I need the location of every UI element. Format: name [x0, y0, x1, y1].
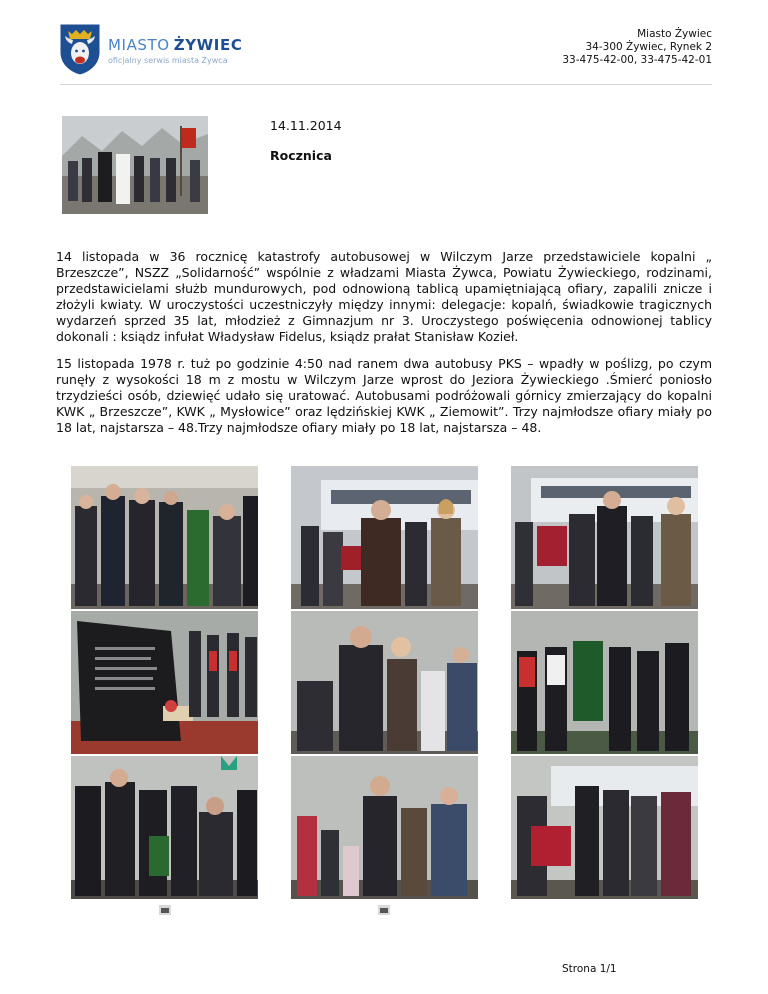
brand-name	[108, 35, 242, 54]
brand-name-light: MIASTO	[108, 36, 170, 54]
gallery-photo[interactable]	[71, 756, 258, 899]
group-photo	[511, 466, 698, 609]
gallery-photo[interactable]	[71, 611, 258, 754]
gallery-photo[interactable]	[291, 466, 478, 609]
wreath-photo	[511, 756, 698, 899]
article-body	[56, 249, 712, 447]
article-date: 14.11.2014	[270, 118, 342, 133]
header-divider	[60, 84, 712, 85]
city-crest-icon	[58, 22, 102, 76]
ceremony-photo	[62, 116, 208, 214]
gallery-photo[interactable]	[511, 466, 698, 609]
gallery-prev-icon[interactable]	[159, 905, 171, 915]
page-number: Strona 1/1	[562, 963, 617, 975]
miners-group-photo	[71, 756, 258, 899]
speech-photo	[291, 611, 478, 754]
address-line-street: 34-300 Żywiec, Rynek 2	[585, 41, 712, 53]
article-thumbnail[interactable]	[62, 116, 208, 214]
photo-gallery	[71, 466, 698, 898]
gallery-photo[interactable]	[71, 466, 258, 609]
header-address	[562, 28, 712, 67]
brand-tagline: oficjalny serwis miasta Żywca	[108, 56, 228, 65]
memorial-plaque-photo	[71, 611, 258, 754]
gallery-photo[interactable]	[511, 756, 698, 899]
brand-name-bold: ŻYWIEC	[173, 36, 243, 54]
address-line-name: Miasto Żywiec	[637, 28, 712, 40]
article-paragraph: 15 listopada 1978 r. tuż po godzinie 4:50 nad ranem dwa autobusy PKS – wpadły w poślizg, po czym runęły z wysokości 18 m z mostu w Wilczym Jarze wprost do Jeziora Żywieckiego .Śmierć poniosło trzydzieści osób, dziewięć udało się uratować. Autobusami podróżowali górnicy zmierzający do kopalni KWK „ Brzeszcze”, KWK „ Mysłowice” oraz lędzińskiej KWK „ Ziemowit”. Trzy najmłodsze ofiary miały po 18 lat, najstarsza – 48.Trzy najmłodsze ofiary miały po 18 lat, najstarsza – 48.	[56, 356, 712, 435]
gallery-photo[interactable]	[291, 756, 478, 899]
group-photo	[291, 466, 478, 609]
group-photo	[71, 466, 258, 609]
gallery-next-icon[interactable]	[378, 905, 390, 915]
gallery-photo[interactable]	[511, 611, 698, 754]
families-photo	[291, 756, 478, 899]
article-title: Rocznica	[270, 148, 332, 163]
miners-guard-photo	[511, 611, 698, 754]
gallery-photo[interactable]	[291, 611, 478, 754]
article-paragraph: 14 listopada w 36 rocznicę katastrofy autobusowej w Wilczym Jarze przedstawiciele kopalni „ Brzeszcze”, NSZZ „Solidarność” wspólnie z władzami Miasta Żywca, Powiatu Żywieckiego, rodzinami, przedstawicielami służb mundurowych, pod odnowioną tablicą upamiętniającą ofiary, zapalili znicze i złożyli kwiaty. W uroczystości uczestniczyły między innymi: delegacje: kopalń, świadkowie tragicznych wydarzeń sprzed 35 lat, młodzież z Gimnazjum nr 3. Uroczystego poświęcenia odnowionej tablicy dokonali : ksiądz infułat Władysław Fidelus, ksiądz prałat Stanisław Kozieł.	[56, 249, 712, 344]
address-line-phones: 33-475-42-00, 33-475-42-01	[562, 54, 712, 66]
